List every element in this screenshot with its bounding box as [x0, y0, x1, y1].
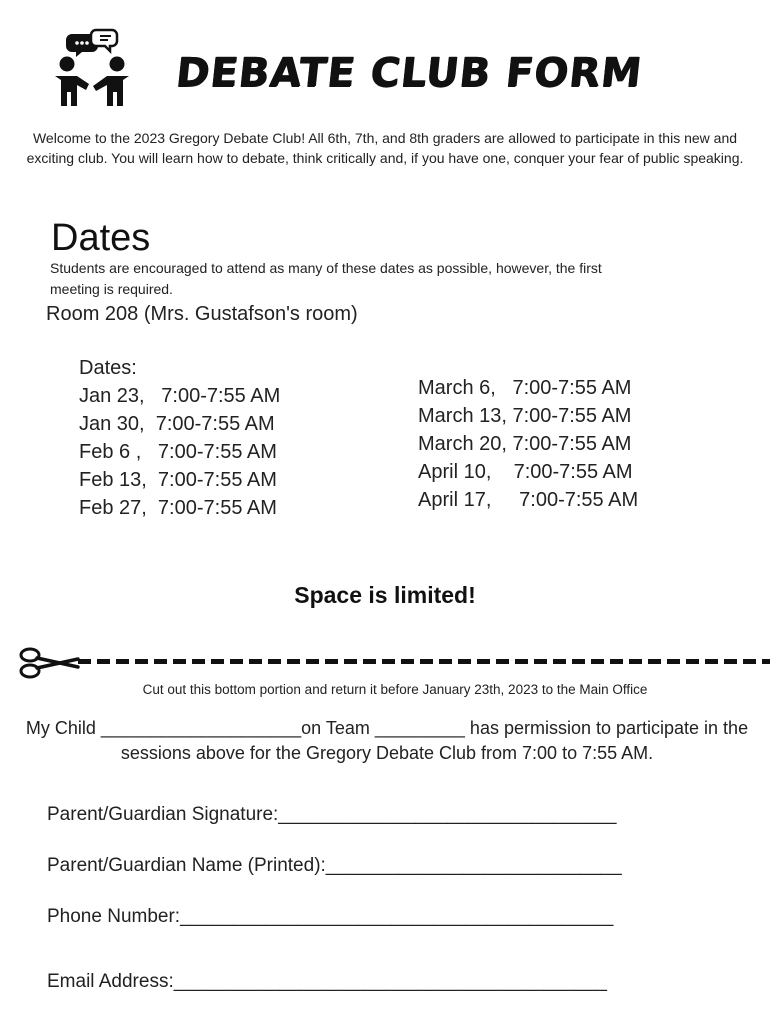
list-item: Jan 30, 7:00-7:55 AM — [79, 413, 275, 435]
dates-heading: Dates — [51, 217, 151, 259]
phone-field[interactable]: Phone Number:_________________________________________ — [47, 906, 614, 927]
printed-name-field[interactable]: Parent/Guardian Name (Printed):____________________________ — [47, 855, 622, 876]
list-item: March 13, 7:00-7:55 AM — [418, 405, 632, 427]
debate-people-icon — [50, 26, 134, 110]
list-item: Feb 13, 7:00-7:55 AM — [79, 469, 277, 491]
signature-field[interactable]: Parent/Guardian Signature:________________________________ — [47, 804, 617, 825]
dates-list-left — [79, 354, 280, 522]
list-item: March 6, 7:00-7:55 AM — [418, 377, 632, 399]
room-location: Room 208 (Mrs. Gustafson's room) — [46, 303, 358, 325]
dashed-divider — [78, 659, 770, 664]
cut-line — [18, 646, 770, 680]
permission-statement: My Child ____________________on Team _________ has permission to participate in the sessions above for the Gregory Debate Club from 7:00 to 7:55 AM. — [25, 718, 749, 763]
list-item: April 17, 7:00-7:55 AM — [418, 489, 639, 511]
list-item: Feb 6 , 7:00-7:55 AM — [79, 441, 277, 463]
intro-paragraph: Welcome to the 2023 Gregory Debate Club! All 6th, 7th, and 8th graders are allowed to participate in this new and exciting club. You will learn how to debate, think critically and, if you have one, conquer your fear of public speaking. — [26, 130, 744, 166]
list-item: Feb 27, 7:00-7:55 AM — [79, 497, 277, 519]
page-title: DEBATE CLUB FORM — [173, 50, 645, 96]
list-item: April 10, 7:00-7:55 AM — [418, 461, 633, 483]
dates-list-right — [418, 374, 638, 514]
email-field[interactable]: Email Address:_________________________________________ — [47, 971, 607, 992]
scissors-icon — [18, 646, 80, 680]
list-item: Dates: — [79, 357, 137, 379]
list-item: Jan 23, 7:00-7:55 AM — [79, 385, 281, 407]
cut-instructions: Cut out this bottom portion and return it before January 23th, 2023 to the Main Office — [142, 682, 648, 697]
dates-note: Students are encouraged to attend as many of these dates as possible, however, the first meeting is required. — [50, 260, 602, 297]
space-limited-notice: Space is limited! — [294, 582, 476, 608]
list-item: March 20, 7:00-7:55 AM — [418, 433, 632, 455]
